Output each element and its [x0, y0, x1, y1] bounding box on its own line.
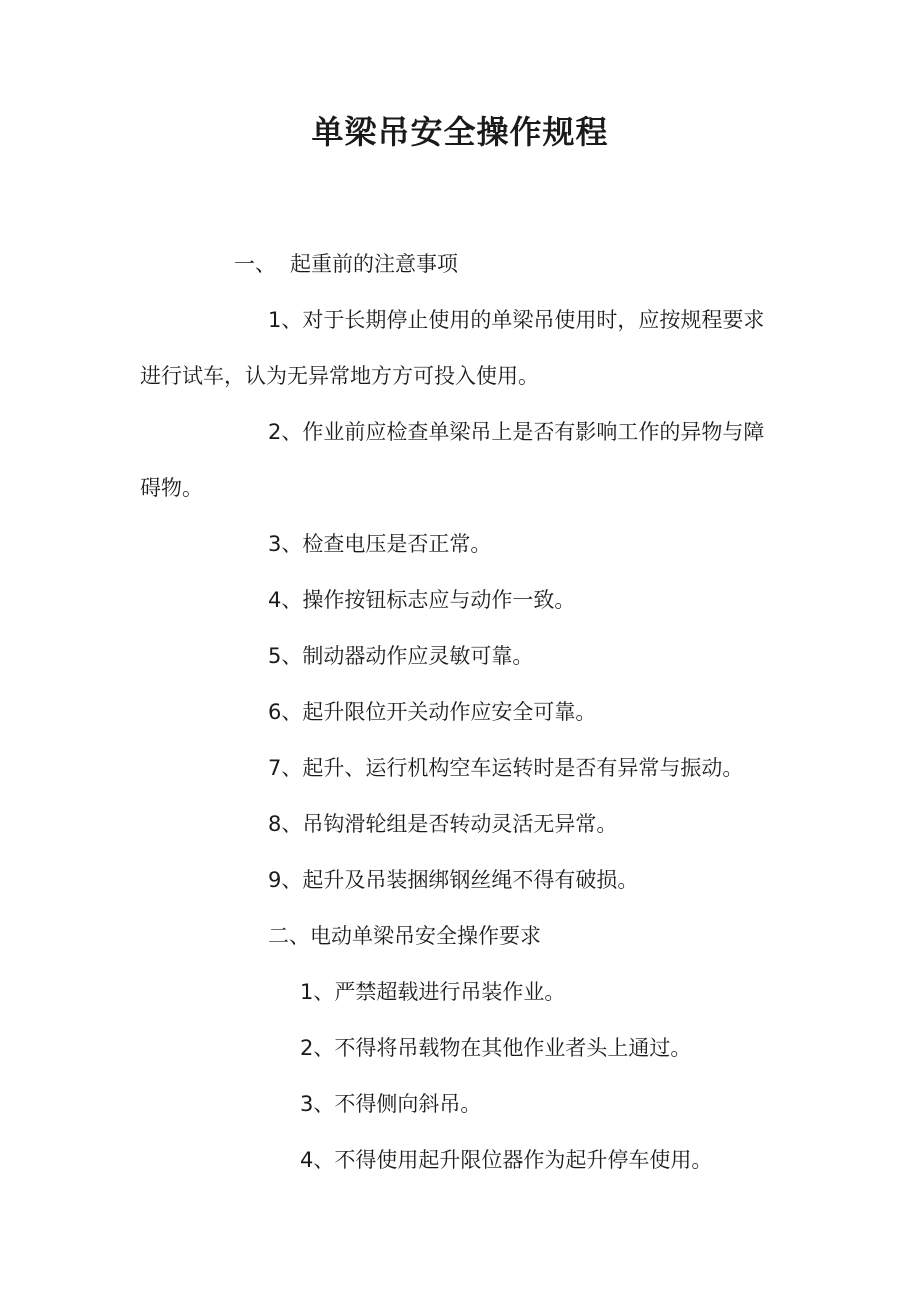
section-1-item-1: 1、对于长期停止使用的单梁吊使用时，应按规程要求 [268, 308, 765, 332]
section-1-item-6: 6、起升限位开关动作应安全可靠。 [268, 700, 597, 724]
section-1-item-5: 5、制动器动作应灵敏可靠。 [268, 644, 534, 668]
section-2-item-2: 2、不得将吊载物在其他作业者头上通过。 [300, 1036, 692, 1060]
section-1-item-2-continued: 碍物。 [140, 476, 203, 500]
section-1-item-8: 8、吊钩滑轮组是否转动灵活无异常。 [268, 812, 618, 836]
section-1-item-2: 2、作业前应检查单梁吊上是否有影响工作的异物与障 [268, 420, 765, 444]
section-2-item-4: 4、不得使用起升限位器作为起升停车使用。 [300, 1148, 713, 1172]
section-2-heading: 二、电动单梁吊安全操作要求 [268, 924, 541, 948]
document-title: 单梁吊安全操作规程 [311, 113, 609, 151]
section-1-item-7: 7、起升、运行机构空车运转时是否有异常与振动。 [268, 756, 744, 780]
section-2-item-1: 1、严禁超载进行吊装作业。 [300, 980, 566, 1004]
section-1-number: 一、 [234, 252, 276, 276]
section-1-item-9: 9、起升及吊装捆绑钢丝绳不得有破损。 [268, 868, 639, 892]
section-1-item-4: 4、操作按钮标志应与动作一致。 [268, 588, 576, 612]
section-1-item-1-continued: 进行试车，认为无异常地方方可投入使用。 [140, 364, 539, 388]
section-2-item-3: 3、不得侧向斜吊。 [300, 1092, 482, 1116]
section-1-item-3: 3、检查电压是否正常。 [268, 532, 492, 556]
section-1-heading: 起重前的注意事项 [290, 252, 458, 276]
